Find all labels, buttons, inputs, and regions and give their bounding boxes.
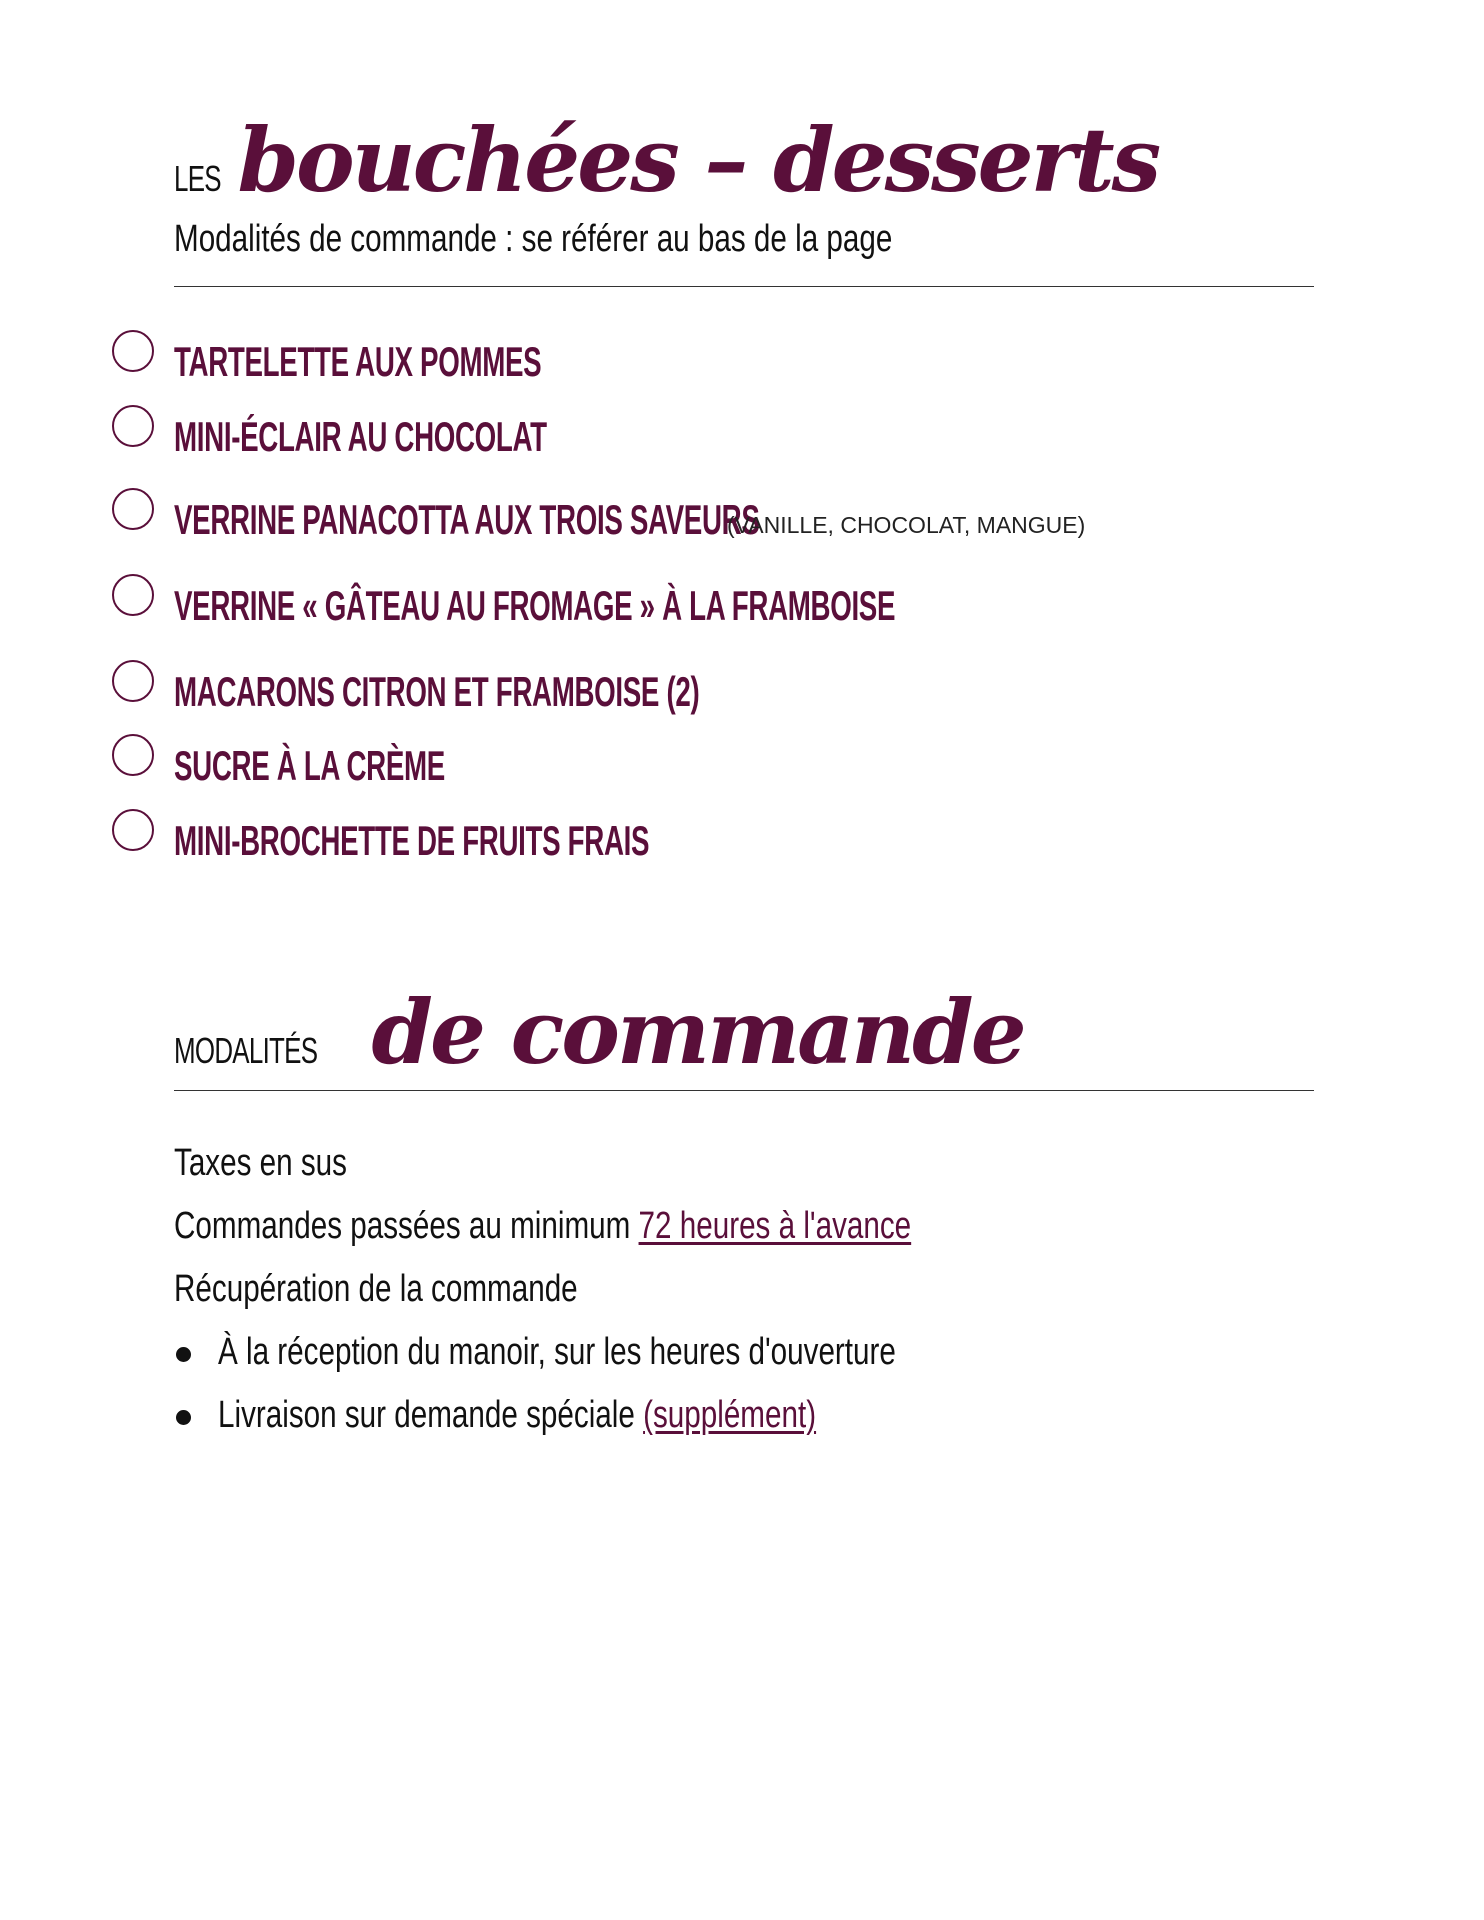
divider xyxy=(174,286,1314,287)
pickup-heading: Récupération de la commande xyxy=(174,1268,578,1310)
orders-line xyxy=(174,1205,911,1248)
title-script: bouchées – desserts xyxy=(237,108,1159,212)
bullet-text: À la réception du manoir, sur les heures d'ouverture xyxy=(218,1331,896,1373)
section-title-desserts xyxy=(174,108,1159,212)
item-label: MACARONS CITRON ET FRAMBOISE (2) xyxy=(174,668,700,715)
checkbox-circle[interactable] xyxy=(112,330,154,372)
item-label: TARTELETTE AUX POMMES xyxy=(174,338,542,385)
taxes-text: Taxes en sus xyxy=(174,1142,348,1184)
bullet-item xyxy=(218,1394,816,1437)
divider xyxy=(174,1090,1314,1091)
advance-notice-link[interactable]: 72 heures à l'avance xyxy=(638,1205,912,1247)
checkbox-circle[interactable] xyxy=(112,488,154,530)
bullet-item xyxy=(218,1331,896,1374)
item-note: (VANILLE, CHOCOLAT, MANGUE) xyxy=(727,512,1086,538)
checkbox-circle[interactable] xyxy=(112,809,154,851)
section-title-ordering xyxy=(174,980,1024,1084)
item-label: MINI-BROCHETTE DE FRUITS FRAIS xyxy=(174,817,650,864)
checkbox-circle[interactable] xyxy=(112,405,154,447)
title-script: de commande xyxy=(371,980,1024,1084)
item-label: VERRINE PANACOTTA AUX TROIS SAVEURS xyxy=(174,496,760,543)
order-note: Modalités de commande : se référer au bas de la page xyxy=(174,218,893,260)
item-label: MINI-ÉCLAIR AU CHOCOLAT xyxy=(174,413,547,460)
supplement-link[interactable]: (supplément) xyxy=(643,1394,817,1436)
checkbox-circle[interactable] xyxy=(112,660,154,702)
checkbox-circle[interactable] xyxy=(112,734,154,776)
title-prefix: MODALITÉS xyxy=(174,1030,318,1071)
bullet-text: Livraison sur demande spéciale xyxy=(218,1394,644,1436)
item-label: VERRINE « GÂTEAU AU FROMAGE » À LA FRAMBOISE xyxy=(174,582,896,629)
orders-prefix: Commandes passées au minimum xyxy=(174,1205,639,1247)
checkbox-circle[interactable] xyxy=(112,574,154,616)
item-label: SUCRE À LA CRÈME xyxy=(174,742,445,789)
bullet-icon xyxy=(176,1347,191,1362)
title-prefix: LES xyxy=(174,158,221,199)
bullet-icon xyxy=(176,1410,191,1425)
